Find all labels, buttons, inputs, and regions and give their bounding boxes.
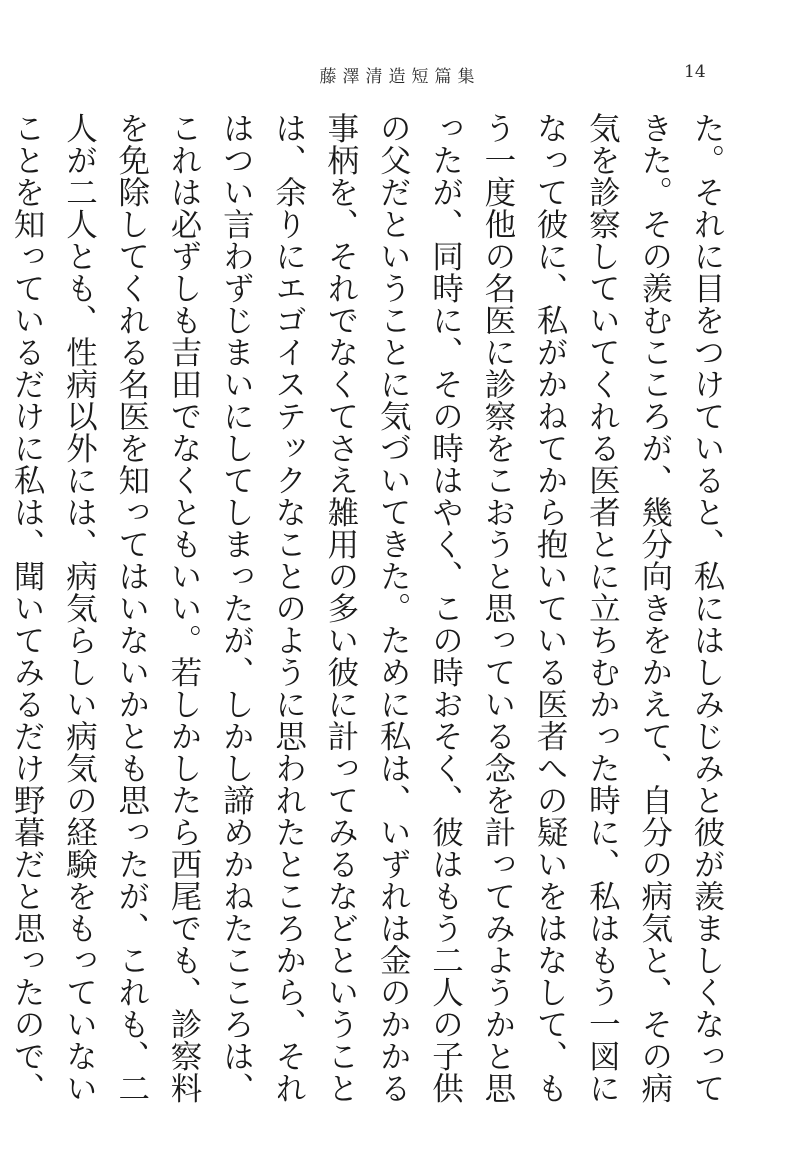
page-number: 14	[684, 62, 706, 82]
paragraph-1: た。それに目をつけていると、私にはしみじみと彼が羨ましくなってきた。その羨むこころが、幾分向きをかえて、自分の病気と、その病気を診察していてくれる医者とに立ちむかった時に、私はもう一図になって彼に、私がかねてから抱いている医者への疑いをはなして、もう一度他の名医に診察をこおうと思っている念を計ってみようかと思ったが、同時に、その時はやく、この時おそく、彼はもう二人の子供の父だということに気づいてきた。ために私は、いずれは金のかかる事柄を、それでなくてさえ雑用の多い彼に計ってみるなどということは、余りにエゴイステックなことのように思われたところから、それはつい言わずじまいにしてしまったが、しかし諦めかねたこころは、これは必ずしも吉田でなくともいい。若しかしたら西尾でも、診察料を免除してくれる名医を知ってはいないかとも思ったが、これも、二人が二人とも、性病以外には、病気らしい病気の経験をもっていないことを知っているだけに私は、聞いてみるだけ野暮だと思ったので、	[9, 112, 725, 1104]
vertical-body-text	[9, 112, 733, 1122]
running-header-book-title: 藤澤清造短篇集	[319, 67, 481, 87]
